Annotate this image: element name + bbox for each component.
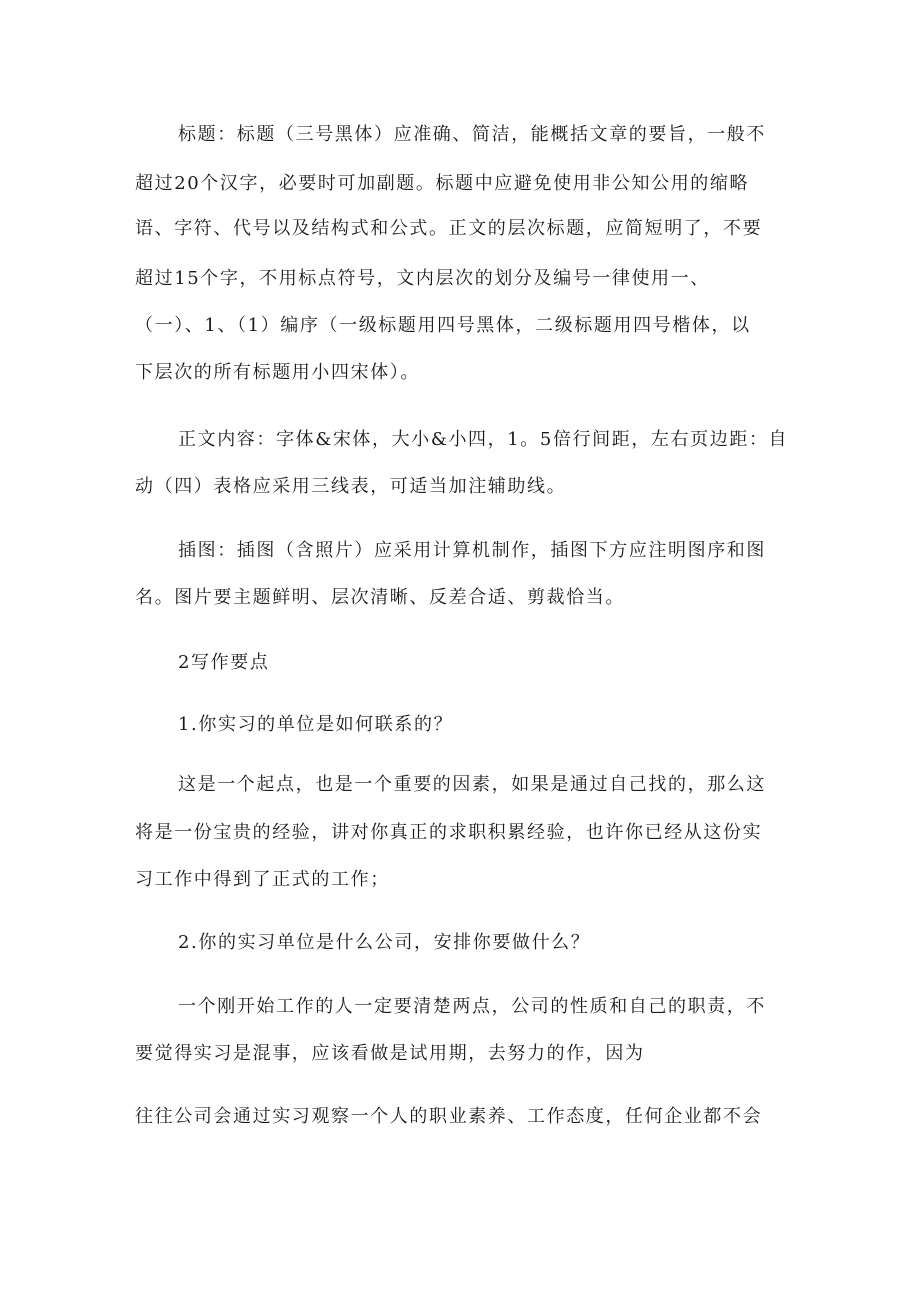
paragraph-line: 一个刚开始工作的人一定要清楚两点，公司的性质和自己的职责，不: [178, 996, 766, 1017]
paragraph-line: 正文内容：字体&宋体，大小&小四，1。5倍行间距，左右页边距：自: [178, 429, 789, 450]
paragraph-line: 往往公司会通过实习观察一个人的职业素养、工作态度，任何企业都不会: [135, 1106, 763, 1127]
question-heading: 2.你的实习单位是什么公司，安排你要做什么？: [178, 932, 591, 953]
paragraph-line: 要觉得实习是混事，应该看做是试用期，去努力的作，因为: [135, 1043, 645, 1064]
paragraph-line: 下层次的所有标题用小四宋体）。: [135, 362, 420, 383]
paragraph-line: 将是一份宝贵的经验，讲对你真正的求职积累经验，也许你已经从这份实: [135, 822, 763, 843]
question-heading: 1.你实习的单位是如何联系的？: [178, 714, 454, 735]
paragraph-line: 标题：标题（三号黑体）应准确、简洁，能概括文章的要旨，一般不: [178, 124, 766, 145]
paragraph-line: 习工作中得到了正式的工作；: [135, 869, 390, 890]
paragraph-line: 语、字符、代号以及结构式和公式。正文的层次标题，应简短明了，不要: [135, 218, 763, 239]
paragraph-line: 插图：插图（含照片）应采用计算机制作，插图下方应注明图序和图: [178, 540, 766, 561]
paragraph-line: 名。图片要主题鲜明、层次清晰、反差合适、剪裁恰当。: [135, 587, 625, 608]
paragraph-line: 动（四）表格应采用三线表，可适当加注辅助线。: [135, 476, 567, 497]
paragraph-line: 超过15个字，不用标点符号，文内层次的划分及编号一律使用一、: [135, 268, 710, 289]
paragraph-line: 这是一个起点，也是一个重要的因素，如果是通过自己找的，那么这: [178, 774, 766, 795]
paragraph-line: 超过20个汉字，必要时可加副题。标题中应避免使用非公知公用的缩略: [135, 173, 750, 194]
section-heading: 2写作要点: [178, 652, 270, 673]
paragraph-line: （一）、1、（1）编序（一级标题用四号黑体，二级标题用四号楷体，以: [135, 315, 751, 336]
